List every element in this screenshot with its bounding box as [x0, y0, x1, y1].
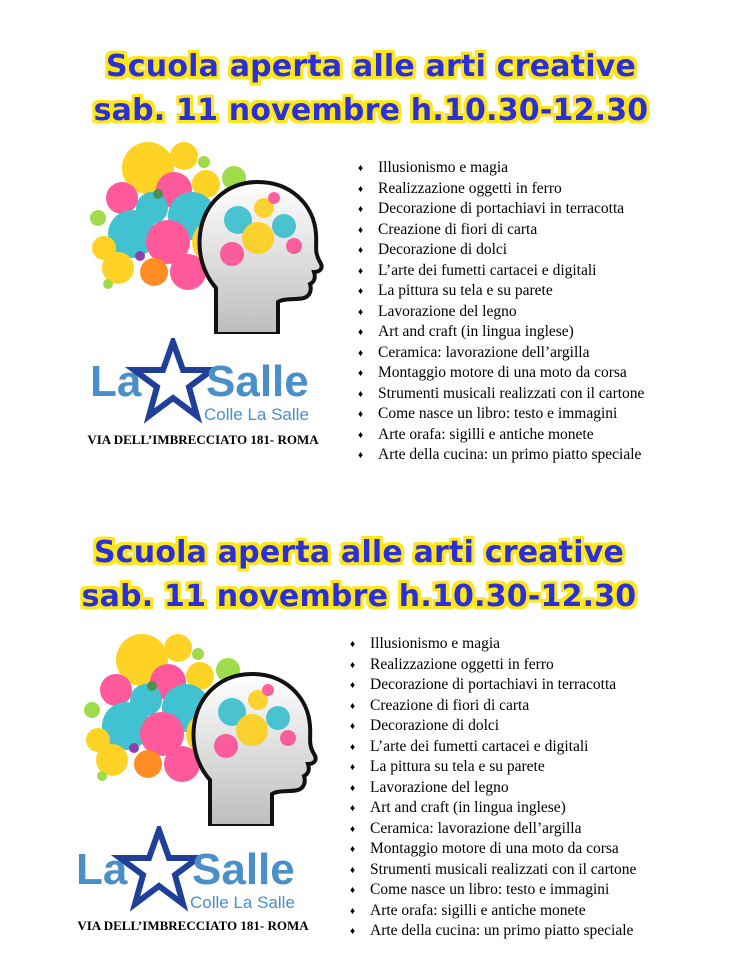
activity-item: [358, 363, 644, 384]
activity-item: [350, 716, 636, 737]
activity-item: [350, 675, 636, 696]
activity-item: [358, 425, 644, 446]
activity-label: Strumenti musicali realizzati con il cartone: [378, 384, 645, 402]
activity-item: [358, 343, 644, 364]
address: VIA DELL’IMBRECCIATO 181- ROMA: [77, 918, 309, 933]
activity-label: L’arte dei fumetti cartacei e digitali: [370, 737, 589, 755]
activity-label: Decorazione di portachiavi in terracotta: [370, 676, 617, 693]
activity-item: [358, 404, 644, 425]
diamond-bullet-icon: ♦: [358, 327, 364, 338]
activity-label: Decorazione di portachiavi in terracotta: [378, 200, 625, 217]
la-salle-logo: [76, 826, 306, 918]
activity-item: [358, 322, 644, 343]
flyer-top: [0, 0, 742, 470]
activity-label: Come nasce un libro: testo e immagini: [378, 405, 618, 422]
activity-item: [358, 384, 644, 405]
diamond-bullet-icon: ♦: [350, 639, 356, 650]
activity-item: [350, 798, 636, 819]
activity-item: [358, 261, 644, 282]
diamond-bullet-icon: ♦: [350, 700, 356, 712]
diamond-bullet-icon: ♦: [350, 803, 356, 814]
activity-label: Montaggio motore di una moto da corsa: [378, 364, 627, 381]
activity-label: Arte orafa: sigilli e antiche monete: [378, 425, 594, 443]
activity-item: [358, 281, 644, 302]
activity-item: [350, 634, 636, 655]
diamond-bullet-icon: ♦: [358, 265, 364, 277]
activity-item: [350, 839, 636, 860]
activity-item: [350, 819, 636, 840]
activity-item: [358, 220, 644, 241]
diamond-bullet-icon: ♦: [350, 844, 356, 855]
activity-item: [358, 179, 644, 200]
diamond-bullet-icon: ♦: [350, 823, 356, 835]
logo-salle: Salle: [206, 357, 309, 406]
diamond-bullet-icon: ♦: [350, 741, 356, 753]
activity-item: [350, 778, 636, 799]
diamond-bullet-icon: ♦: [358, 388, 364, 400]
activity-item: [350, 921, 636, 942]
diamond-bullet-icon: ♦: [358, 409, 364, 420]
logo-la: La: [90, 357, 142, 406]
diamond-bullet-icon: ♦: [350, 659, 356, 671]
diamond-bullet-icon: ♦: [358, 368, 364, 379]
activity-item: [350, 655, 636, 676]
activity-label: Come nasce un libro: testo e immagini: [370, 881, 610, 898]
diamond-bullet-icon: ♦: [358, 183, 364, 195]
activity-label: Decorazione di dolci: [370, 717, 500, 734]
star-icon: [134, 342, 212, 416]
diamond-bullet-icon: ♦: [350, 905, 356, 917]
activity-item: [358, 199, 644, 220]
diamond-bullet-icon: ♦: [350, 885, 356, 896]
activity-label: Illusionismo e magia: [378, 159, 509, 176]
activity-label: Lavorazione del legno: [378, 302, 517, 320]
activity-item: [350, 860, 636, 881]
flyer-date: sab. 11 novembre h.10.30-12.30: [93, 93, 649, 128]
activity-label: Realizzazione oggetti in ferro: [378, 179, 562, 197]
diamond-bullet-icon: ♦: [350, 721, 356, 732]
activity-label: Arte della cucina: un primo piatto speciale: [370, 922, 634, 939]
activity-item: [358, 445, 644, 466]
logo-subtitle: Colle La Salle: [190, 893, 295, 912]
flyer-bottom: [0, 478, 742, 948]
diamond-bullet-icon: ♦: [358, 245, 364, 256]
activity-item: [350, 737, 636, 758]
activity-label: Lavorazione del legno: [370, 778, 509, 796]
activity-item: [358, 158, 644, 179]
activity-item: [350, 757, 636, 778]
activity-item: [350, 696, 636, 717]
diamond-bullet-icon: ♦: [350, 762, 356, 773]
activity-label: Montaggio motore di una moto da corsa: [370, 840, 619, 857]
activity-label: Realizzazione oggetti in ferro: [370, 655, 554, 673]
activity-label: La pittura su tela e su parete: [378, 282, 553, 299]
diamond-bullet-icon: ♦: [350, 864, 356, 876]
diamond-bullet-icon: ♦: [358, 450, 364, 461]
address: VIA DELL’IMBRECCIATO 181- ROMA: [87, 432, 319, 447]
activity-item: [358, 240, 644, 261]
activity-label: L’arte dei fumetti cartacei e digitali: [378, 261, 597, 279]
logo-la: La: [76, 845, 128, 894]
diamond-bullet-icon: ♦: [358, 347, 364, 359]
colorful-head-illustration: [82, 630, 318, 826]
flyer-title: Scuola aperta alle arti creative: [93, 535, 625, 570]
colorful-head-illustration: [88, 138, 324, 334]
logo-salle: Salle: [192, 845, 295, 894]
activity-label: Arte orafa: sigilli e antiche monete: [370, 901, 586, 919]
star-icon: [120, 830, 198, 904]
activity-label: Illusionismo e magia: [370, 635, 501, 652]
activity-label: Strumenti musicali realizzati con il cartone: [370, 860, 637, 878]
diamond-bullet-icon: ♦: [358, 306, 364, 318]
activity-label: La pittura su tela e su parete: [370, 758, 545, 775]
activity-label: Ceramica: lavorazione dell’argilla: [378, 343, 590, 361]
activity-label: Creazione di fiori di carta: [378, 220, 538, 238]
diamond-bullet-icon: ♦: [358, 429, 364, 441]
activity-label: Decorazione di dolci: [378, 241, 508, 258]
diamond-bullet-icon: ♦: [358, 224, 364, 236]
activities-list: [358, 158, 644, 466]
activity-label: Art and craft (in lingua inglese): [378, 323, 574, 340]
diamond-bullet-icon: ♦: [350, 926, 356, 937]
diamond-bullet-icon: ♦: [350, 782, 356, 794]
activity-label: Ceramica: lavorazione dell’argilla: [370, 819, 582, 837]
la-salle-logo: [90, 338, 320, 430]
flyer-title: Scuola aperta alle arti creative: [105, 49, 637, 84]
flyer-date: sab. 11 novembre h.10.30-12.30: [81, 579, 637, 614]
activity-label: Arte della cucina: un primo piatto speciale: [378, 446, 642, 463]
activity-label: Creazione di fiori di carta: [370, 696, 530, 714]
activity-item: [358, 302, 644, 323]
activities-list: [350, 634, 636, 942]
diamond-bullet-icon: ♦: [358, 286, 364, 297]
diamond-bullet-icon: ♦: [358, 204, 364, 215]
logo-subtitle: Colle La Salle: [204, 405, 309, 424]
diamond-bullet-icon: ♦: [350, 680, 356, 691]
diamond-bullet-icon: ♦: [358, 163, 364, 174]
activity-item: [350, 880, 636, 901]
activity-label: Art and craft (in lingua inglese): [370, 799, 566, 816]
activity-item: [350, 901, 636, 922]
